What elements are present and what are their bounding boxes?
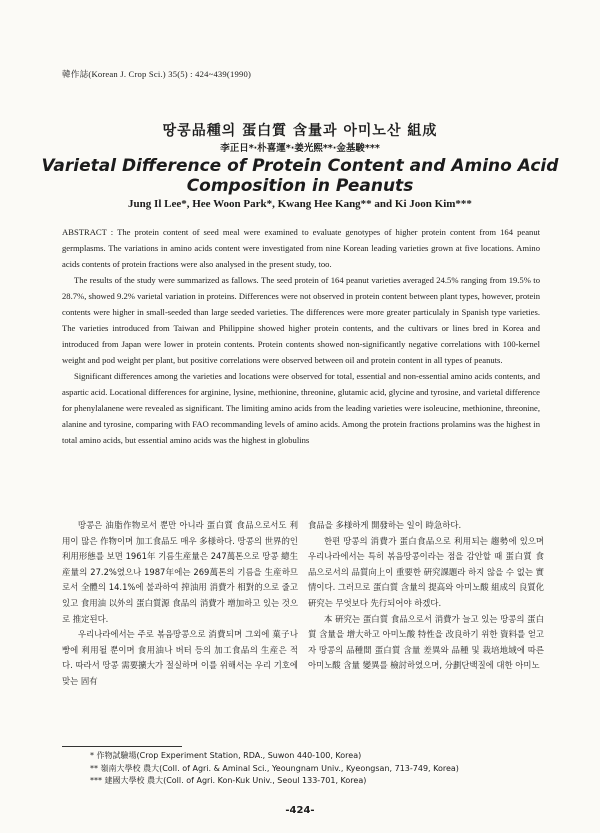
body-column-right [308, 518, 544, 674]
body-paragraph: 한편 땅콩의 消費가 蛋白食品으로 利用되는 趨勢에 있으며 우리나라에서는 특히 볶음땅콩이라는 점을 감안할 때 蛋白質 食品으로서의 品質向上이 重要한 硏究課題라 하지 않을 수 없는 實情이다. 그러므로 蛋白質 含量의 提高와 아미노酸 組成의 良質化 硏究는 무엇보다 先行되어야 하겠다. [308, 535, 544, 608]
footnotes [90, 750, 459, 788]
page-number: -424- [285, 805, 315, 816]
english-title-line2: Composition in Peanuts [186, 176, 414, 196]
footnote-divider [62, 746, 182, 747]
english-title-line1: Varietal Difference of Protein Content and Amino Acid [41, 156, 559, 176]
abstract [62, 224, 540, 448]
abstract-paragraph: The results of the study were summarized as fallows. The seed protein of 164 peanut varieties averaged 24.5% ranging from 19.5% to 28.7%, showed 9.2% varietal variation in proteins. Differences were not observed in protein content between plant types, however, protein contents were higher in small-seeded than large seeded varieties. The differences were more greater particulaly in Spanish type varieties. The varieties introduced from Taiwan and Philippine showed higher protein contents, and the cultivars or lines bred in Korea and introduced from Japan were lower in protein contents. Protein contents showed non-significantly negative correlations with 100-kernel weight and pod weight per plant, but positive correlations were observed between oil and protein content in all types of peanuts. [62, 275, 540, 365]
abstract-paragraph: ABSTRACT : The protein content of seed meal were examined to evaluate genotypes of higher protein content from 164 peanut germplasms. The variations in amino acids content were investigated from nine Korean leading varieties grown at five locations. Amino acids contents of protein fractions were also analysed in the present study, too. [62, 227, 540, 269]
english-authors: Jung Il Lee*, Hee Woon Park*, Kwang Hee Kang** and Ki Joon Kim*** [128, 198, 472, 210]
body-paragraph: 食品을 多様하게 開發하는 일이 時急하다. [308, 520, 462, 530]
korean-authors: 李正日*·朴喜運*·姜光熙**·金基駿*** [220, 143, 380, 154]
journal-citation: 韓作誌(Korean J. Crop Sci.) 35(5) : 424~439(1990) [62, 69, 252, 79]
english-title [40, 156, 560, 196]
body-paragraph: 우리나라에서는 주로 볶음땅콩으로 消費되며 그외에 菓子나 빵에 利用될 뿐이며 食用油나 버터 등의 加工食品의 生産은 적다. 따라서 땅콩 需要擴大가 절실하며 이를 위해서는 우리 기호에 맞는 固有 [62, 629, 298, 686]
abstract-paragraph: Significant differences among the varieties and locations were observed for total, essential and non-essential amino acids contents, and aspartic acid. Locational differences for arginine, lysine, methionine, threonine, glutamic acid, glycine and tyrosine, and varietal difference for phenylalanene were revealed as significant. The limiting amino acids from the leading varieties were isoleucine, methionine, threonine, alanine and tyrosine, comparing with FAO recommanding levels of amino acids. Among the protein fractions prolamins was the highest in total amino acids, but essential amino acids was the highest in globulins [62, 371, 540, 445]
footnote-affiliation: * 作物試驗場(Crop Experiment Station, RDA., Suwon 440-100, Korea) [90, 751, 362, 760]
footnote-affiliation: *** 建國大學校 農大(Coll. of Agri. Kon-Kuk Univ., Seoul 133-701, Korea) [90, 776, 367, 785]
footnote-affiliation: ** 嶺南大學校 農大(Coll. of Agri. & Aminal Sci., Yeoungnam Univ., Kyeongsan, 713-749, Korea) [90, 763, 459, 773]
body-paragraph: 땅콩은 油脂作物로서 뿐만 아니라 蛋白質 食品으로서도 利用이 많은 作物이며 加工食品도 매우 多様하다. 땅콩의 世界的인 利用形態를 보면 1961年 기름生産量은 247萬톤으로 땅콩 總生産量의 27.2%였으나 1987年에는 269萬톤의 기름을 生産하므로서 全體의 14.1%에 불과하여 搾油用 消費가 相對的으로 줄고 있고 食用油 以外의 蛋白質源 食品의 消費가 增加하고 있는 것으로 推定된다. [62, 520, 298, 624]
korean-title: 땅콩品種의 蛋白質 含量과 아미노산 組成 [162, 123, 438, 139]
body-paragraph: 本 硏究는 蛋白質 食品으로서 消費가 늘고 있는 땅콩의 蛋白質 含量을 增大하고 아미노酸 特性을 改良하기 위한 資料를 얻고자 땅콩의 品種間 蛋白質 含量 差異와 品種 및 栽培地域에 따른 아미노酸 含量 變異를 檢討하였으며, 分劃단백질에 대한 아미노 [308, 613, 544, 671]
body-column-left [62, 518, 298, 690]
